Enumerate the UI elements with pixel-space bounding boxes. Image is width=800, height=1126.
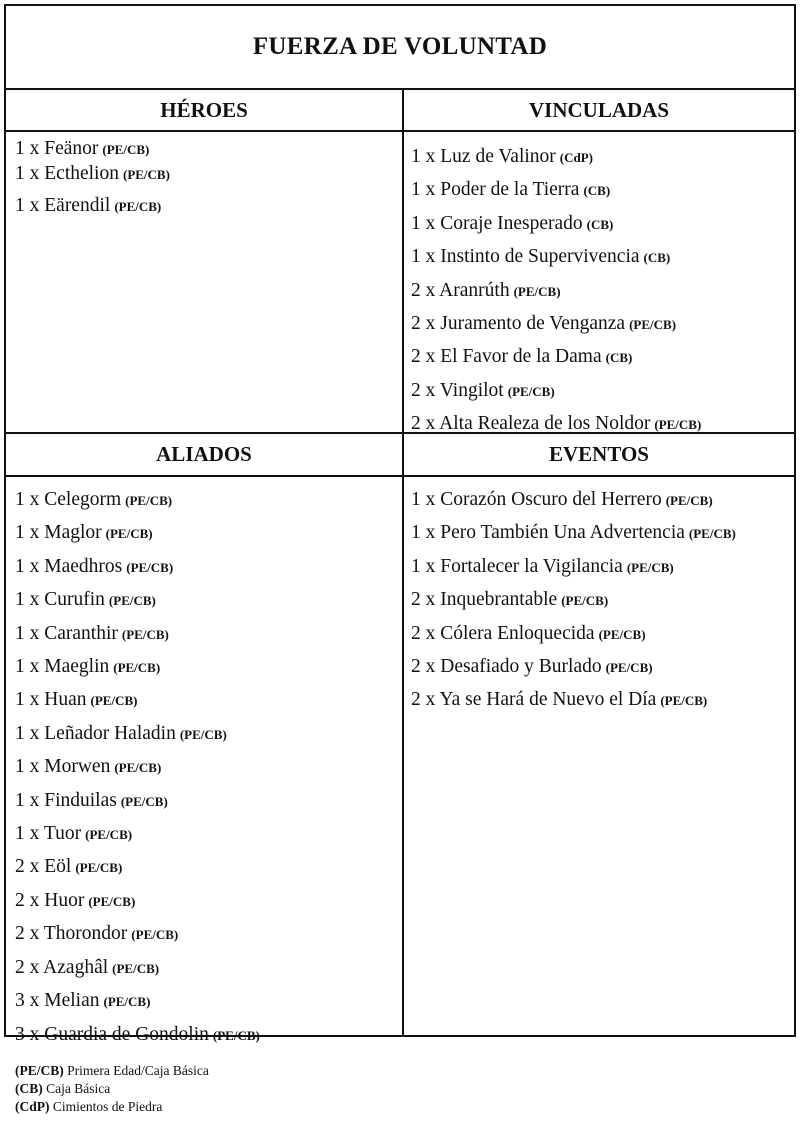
card-name: 1 x Huan <box>15 689 87 711</box>
eventos-heading: EVENTOS <box>549 442 649 466</box>
set-tag: (PE/CB) <box>626 559 674 575</box>
set-tag: (PE/CB) <box>688 526 736 542</box>
card-name: 1 x Maglor <box>15 522 102 544</box>
set-tag: (PE/CB) <box>125 493 173 508</box>
set-tag: (PE/CB) <box>121 626 169 642</box>
card-name: 1 x Tuor <box>15 823 82 845</box>
card-name: 2 x Huor <box>15 889 85 911</box>
set-tag: (PE/CB) <box>660 693 708 709</box>
set-tag: (CB) <box>643 250 671 266</box>
aliados-card <box>15 551 260 584</box>
set-tag: (PE/CB) <box>507 383 555 399</box>
heroes-card <box>15 194 161 219</box>
set-tag: (PE/CB) <box>90 693 138 709</box>
set-tag: (PE/CB) <box>513 283 561 299</box>
card-name: 1 x Maedhros <box>15 555 123 577</box>
heading-divider-top <box>6 130 794 132</box>
card-name: 1 x Curufin <box>15 589 105 611</box>
set-tag: (PE/CB) <box>103 994 151 1010</box>
card-name: 2 x Cólera Enloquecida <box>411 622 595 644</box>
set-tag: (PE/CB) <box>114 760 162 776</box>
aliados-card <box>15 885 260 918</box>
card-name: 2 x El Favor de la Dama <box>411 346 602 368</box>
card-name: 1 x Morwen <box>15 756 111 778</box>
card-name: 2 x Azaghâl <box>15 956 109 978</box>
card-name: 2 x Alta Realeza de los Noldor <box>411 413 651 435</box>
aliados-card <box>15 684 260 717</box>
set-tag: (PE/CB) <box>665 493 713 508</box>
heroes-card <box>15 137 149 162</box>
legend-code: (PE/CB) <box>15 1063 64 1078</box>
legend-code: (CB) <box>15 1081 43 1096</box>
set-tag: (PE/CB) <box>654 417 702 433</box>
aliados-card <box>15 851 260 884</box>
aliados-card <box>15 651 260 684</box>
aliados-card <box>15 1019 260 1052</box>
legend-meaning: Primera Edad/Caja Básica <box>67 1063 209 1078</box>
set-tag: (PE/CB) <box>88 893 136 909</box>
vinculadas-card <box>411 375 701 408</box>
legend <box>15 1062 209 1116</box>
heroes-card <box>15 162 170 187</box>
card-name: 1 x Poder de la Tierra <box>411 179 580 201</box>
aliados-card <box>15 618 260 651</box>
set-tag: (PE/CB) <box>120 793 168 809</box>
card-name: 2 x Inquebrantable <box>411 589 558 611</box>
deck-list-table <box>4 4 796 1045</box>
eventos-card <box>411 584 736 617</box>
card-name: 1 x Finduilas <box>15 789 117 811</box>
legend-code: (CdP) <box>15 1099 50 1114</box>
legend-meaning: Caja Básica <box>46 1081 111 1096</box>
column-divider <box>402 90 404 1035</box>
set-tag: (CB) <box>605 350 633 366</box>
heading-divider-bottom <box>6 475 794 477</box>
card-name: 2 x Vingilot <box>411 379 504 401</box>
aliados-card <box>15 785 260 818</box>
card-name: 1 x Celegorm <box>15 489 122 510</box>
eventos-list <box>411 484 736 718</box>
card-name: 1 x Feänor <box>15 138 99 159</box>
set-tag: (CdP) <box>559 150 593 165</box>
vinculadas-card <box>411 241 701 274</box>
set-tag: (PE/CB) <box>605 660 653 676</box>
card-name: 1 x Corazón Oscuro del Herrero <box>411 489 662 510</box>
card-name: 2 x Juramento de Venganza <box>411 313 626 335</box>
set-tag: (PE/CB) <box>212 1027 260 1043</box>
set-tag: (PE/CB) <box>85 827 133 843</box>
aliados-card <box>15 818 260 851</box>
eventos-card <box>411 618 736 651</box>
card-name: 1 x Caranthir <box>15 622 118 644</box>
aliados-card <box>15 985 260 1018</box>
card-name: 2 x Aranrúth <box>411 279 510 301</box>
aliados-card <box>15 517 260 550</box>
card-name: 2 x Ya se Hará de Nuevo el Día <box>411 689 657 711</box>
set-tag: (CB) <box>583 183 611 199</box>
aliados-card <box>15 751 260 784</box>
heroes-heading: HÉROES <box>160 97 248 122</box>
set-tag: (PE/CB) <box>108 593 156 609</box>
aliados-card <box>15 718 260 751</box>
eventos-card <box>411 651 736 684</box>
set-tag: (PE/CB) <box>126 559 174 575</box>
set-tag: (CB) <box>586 216 614 232</box>
set-tag: (PE/CB) <box>75 860 123 876</box>
eventos-card <box>411 484 736 517</box>
deck-title: FUERZA DE VOLUNTAD <box>6 6 794 90</box>
legend-row <box>15 1098 209 1116</box>
legend-row <box>15 1080 209 1098</box>
set-tag: (PE/CB) <box>629 317 677 333</box>
set-tag: (PE/CB) <box>105 526 153 542</box>
vinculadas-card <box>411 275 701 308</box>
legend-meaning: Cimientos de Piedra <box>52 1099 163 1114</box>
aliados-list <box>15 484 260 1052</box>
vinculadas-heading: VINCULADAS <box>528 97 670 122</box>
eventos-card <box>411 551 736 584</box>
card-name: 3 x Guardia de Gondolin <box>15 1023 209 1045</box>
card-name: 1 x Pero También Una Advertencia <box>411 522 685 544</box>
set-tag: (PE/CB) <box>598 626 646 642</box>
card-name: 1 x Fortalecer la Vigilancia <box>411 555 623 577</box>
aliados-heading: ALIADOS <box>156 442 252 466</box>
vinculadas-list <box>411 141 701 442</box>
set-tag: (PE/CB) <box>114 199 162 214</box>
set-tag: (PE/CB) <box>113 660 161 676</box>
vinculadas-card <box>411 174 701 207</box>
eventos-card <box>411 517 736 550</box>
vinculadas-card <box>411 308 701 341</box>
vinculadas-card <box>411 408 701 441</box>
legend-row <box>15 1062 209 1080</box>
card-name: 2 x Eöl <box>15 856 72 878</box>
aliados-card <box>15 484 260 517</box>
card-name: 2 x Desafiado y Burlado <box>411 656 602 678</box>
card-name: 1 x Ecthelion <box>15 163 119 184</box>
set-tag: (PE/CB) <box>131 927 179 943</box>
set-tag: (PE/CB) <box>102 142 150 157</box>
set-tag: (PE/CB) <box>122 167 170 182</box>
card-name: 2 x Thorondor <box>15 923 128 945</box>
eventos-card <box>411 684 736 717</box>
card-name: 1 x Leñador Haladin <box>15 722 176 744</box>
set-tag: (PE/CB) <box>179 726 227 742</box>
card-name: 1 x Luz de Valinor <box>411 146 556 167</box>
vinculadas-card <box>411 141 701 174</box>
vinculadas-card <box>411 208 701 241</box>
card-name: 1 x Maeglin <box>15 656 110 678</box>
card-name: 1 x Instinto de Supervivencia <box>411 246 640 268</box>
aliados-card <box>15 584 260 617</box>
aliados-card <box>15 952 260 985</box>
aliados-card <box>15 918 260 951</box>
vinculadas-card <box>411 341 701 374</box>
card-name: 3 x Melian <box>15 990 100 1012</box>
set-tag: (PE/CB) <box>112 960 160 976</box>
set-tag: (PE/CB) <box>561 593 609 609</box>
card-name: 1 x Eärendil <box>15 195 111 216</box>
card-name: 1 x Coraje Inesperado <box>411 212 583 234</box>
